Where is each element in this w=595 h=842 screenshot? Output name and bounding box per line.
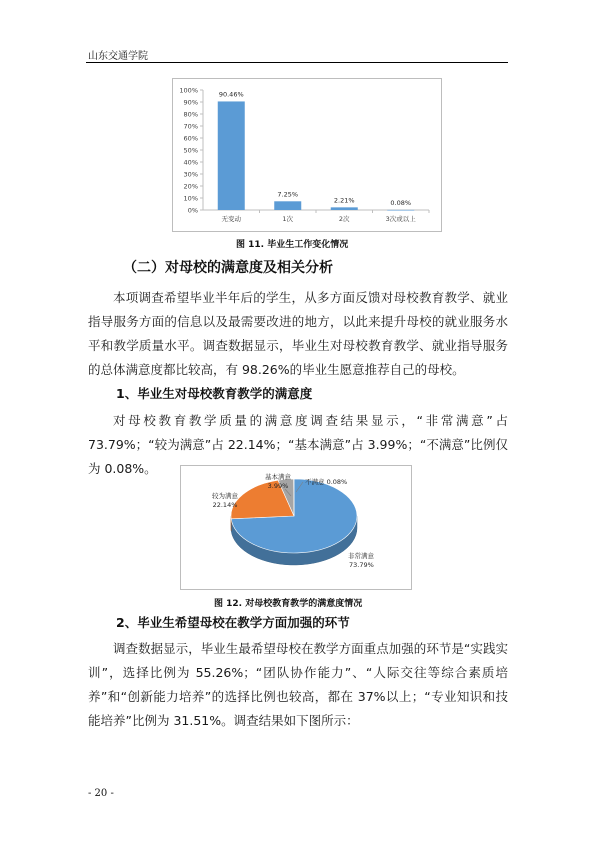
section-heading: （二）对母校的满意度及相关分析	[123, 260, 333, 276]
figure11-caption: 图 11. 毕业生工作变化情况	[236, 240, 349, 250]
header-rule	[86, 62, 508, 63]
y-tick-label: 30%	[183, 170, 198, 179]
pie-slice-label: 较为满意	[212, 492, 238, 500]
subsection-heading-1: 1、毕业生对母校教育教学的满意度	[116, 386, 313, 401]
subsection-heading-2: 2、毕业生希望母校在教学方面加强的环节	[116, 615, 350, 630]
bar	[274, 201, 301, 210]
page-number: - 20 -	[88, 788, 114, 799]
bar	[387, 210, 414, 211]
bar-data-label: 2.21%	[333, 196, 355, 205]
y-tick-label: 10%	[183, 194, 198, 203]
bar-chart-svg	[173, 79, 441, 231]
y-tick-label: 20%	[183, 182, 198, 191]
y-tick-label: 100%	[179, 86, 198, 95]
bar	[218, 101, 245, 210]
bar	[331, 207, 358, 210]
figure11-chart	[172, 78, 442, 232]
y-tick-label: 0%	[187, 206, 198, 215]
x-tick-label: 3次或以上	[385, 215, 416, 223]
y-tick-label: 90%	[183, 98, 198, 107]
x-tick-label: 2次	[338, 215, 350, 223]
y-tick-label: 60%	[183, 134, 198, 143]
pie-slice-label: 非常满意	[348, 552, 374, 560]
pie-slice-label: 基本满意	[265, 473, 291, 481]
paragraph-satisfaction: 对母校教育教学质量的满意度调查结果显示，“非常满意”占 73.79%；“较为满意”占 22.14%；“基本满意”占 3.99%；“不满意”比例仅为 0.08%。	[88, 413, 508, 476]
bar-data-label: 7.25%	[277, 190, 299, 199]
header-school-name: 山东交通学院	[88, 51, 148, 62]
pie-slice-value: 22.14%	[212, 501, 238, 509]
figure12-chart	[180, 465, 412, 590]
y-tick-label: 80%	[183, 110, 198, 119]
paragraph-intro: 本项调查希望毕业半年后的学生，从多方面反馈对母校教育教学、就业指导服务方面的信息以及最需要改进的地方，以此来提升母校的就业服务水平和教学质量水平。调查数据显示，毕业生对母校教育教学、就业指导服务的总体满意度都比较高，有 98.26%的毕业生愿意推荐自己的母校。	[88, 290, 508, 377]
y-tick-label: 40%	[183, 158, 198, 167]
bar-data-label: 0.08%	[390, 198, 412, 207]
bar-data-label: 90.46%	[218, 90, 244, 99]
x-tick-label: 无变动	[221, 215, 241, 223]
paragraph-teaching: 调查数据显示，毕业生最希望母校在教学方面重点加强的环节是“实践实训”，选择比例为 55.26%；“团队协作能力”、“人际交往等综合素质培养”和“创新能力培养”的选择比例也较高，都在 37%以上；“专业知识和技能培养”比例为 31.51%。调查结果如下图所示：	[88, 641, 508, 728]
y-tick-label: 50%	[183, 146, 198, 155]
pie-slice-label: 不满意 0.08%	[305, 478, 348, 486]
pie-slice-value: 3.99%	[267, 482, 289, 490]
x-tick-label: 1次	[282, 215, 294, 223]
pie-slice-value: 73.79%	[349, 561, 374, 569]
pie-chart-svg	[181, 466, 411, 589]
y-tick-label: 70%	[183, 122, 198, 131]
figure12-caption: 图 12. 对母校教育教学的满意度情况	[214, 599, 363, 609]
